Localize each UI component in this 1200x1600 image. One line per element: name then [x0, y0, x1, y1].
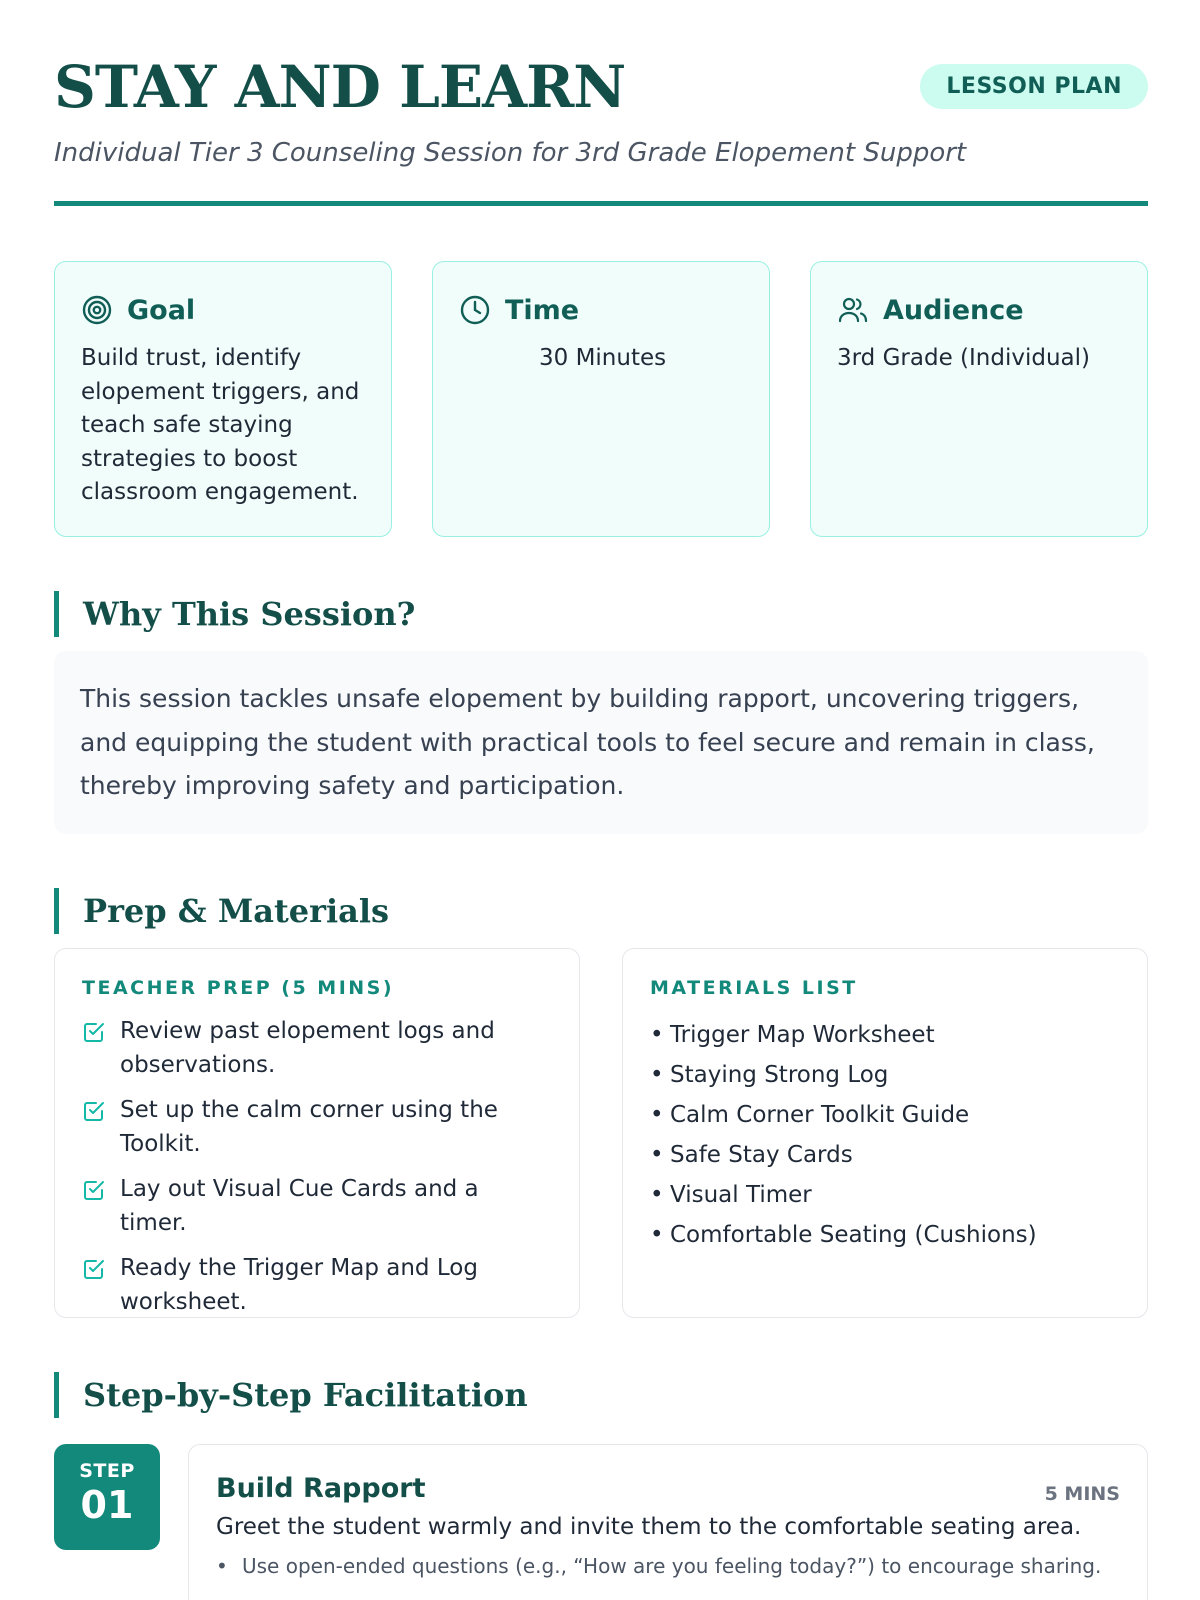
goal-card — [54, 261, 392, 537]
step-word: STEP — [79, 1460, 135, 1482]
lesson-plan-badge: LESSON PLAN — [920, 64, 1148, 109]
bullet-icon: • — [216, 1554, 228, 1578]
list-item — [82, 1094, 552, 1161]
list-item — [650, 1055, 1120, 1095]
material-item: Visual Timer — [670, 1182, 812, 1208]
step-number-badge — [54, 1444, 160, 1550]
clock-icon — [459, 294, 491, 326]
bullet-icon: • — [650, 1142, 664, 1168]
material-item: Trigger Map Worksheet — [670, 1022, 935, 1048]
list-item — [82, 1015, 552, 1082]
target-icon — [81, 294, 113, 326]
why-section-text: This session tackles unsafe elopement by building rapport, uncovering triggers, and equipping the student with practical tools to feel secure and remain in class, thereby improving safety and participation. — [54, 651, 1148, 834]
checkbox-checked-icon — [82, 1257, 106, 1281]
teacher-prep-label: TEACHER PREP (5 MINS) — [82, 977, 395, 999]
step-bullet-text: Use open-ended questions (e.g., “How are you feeling today?”) to encourage sharing. — [242, 1554, 1102, 1578]
page-title: STAY AND LEARN — [54, 53, 626, 121]
checkbox-checked-icon — [82, 1178, 106, 1202]
material-item: Calm Corner Toolkit Guide — [670, 1102, 970, 1128]
prep-section-heading: Prep & Materials — [54, 888, 389, 934]
goal-card-body: Build trust, identify elopement triggers, and teach safe staying strategies to boost classroom engagement. — [81, 345, 360, 505]
teacher-prep-card — [54, 948, 580, 1318]
info-cards — [54, 261, 1148, 537]
goal-card-title: Goal — [127, 294, 196, 326]
step-bullet-list — [216, 1554, 1120, 1578]
step-description: Greet the student warmly and invite them to the comfortable seating area. — [216, 1514, 1082, 1540]
audience-card — [810, 261, 1148, 537]
list-item — [650, 1015, 1120, 1055]
bullet-icon: • — [650, 1182, 664, 1208]
materials-list — [650, 1015, 1120, 1255]
bullet-icon: • — [650, 1062, 664, 1088]
step-duration: 5 MINS — [1044, 1483, 1120, 1505]
bullet-icon: • — [650, 1022, 664, 1048]
teacher-prep-item: Ready the Trigger Map and Log worksheet. — [120, 1255, 478, 1315]
list-item — [82, 1252, 552, 1319]
checkbox-checked-icon — [82, 1099, 106, 1123]
time-card — [432, 261, 770, 537]
step-card — [188, 1444, 1148, 1600]
material-item: Safe Stay Cards — [670, 1142, 853, 1168]
teacher-prep-item: Review past elopement logs and observations. — [120, 1018, 495, 1078]
page-subtitle: Individual Tier 3 Counseling Session for 3rd Grade Elopement Support — [54, 138, 967, 168]
list-item — [216, 1554, 1120, 1578]
step-title: Build Rapport — [216, 1473, 426, 1504]
why-section-heading: Why This Session? — [54, 591, 415, 637]
teacher-prep-item: Set up the calm corner using the Toolkit. — [120, 1097, 498, 1157]
bullet-icon: • — [650, 1222, 664, 1248]
list-item — [650, 1215, 1120, 1255]
page-header — [54, 0, 1148, 206]
audience-card-title: Audience — [883, 294, 1024, 326]
time-card-body: 30 Minutes — [539, 345, 667, 371]
list-item — [650, 1135, 1120, 1175]
materials-card — [622, 948, 1148, 1318]
lesson-plan-page — [54, 0, 1148, 1578]
materials-label: MATERIALS LIST — [650, 977, 858, 999]
teacher-prep-list — [82, 1015, 552, 1319]
list-item — [650, 1095, 1120, 1135]
bullet-icon: • — [650, 1102, 664, 1128]
users-icon — [837, 294, 869, 326]
list-item — [82, 1173, 552, 1240]
material-item: Staying Strong Log — [670, 1062, 889, 1088]
material-item: Comfortable Seating (Cushions) — [670, 1222, 1037, 1248]
steps-section-heading: Step-by-Step Facilitation — [54, 1372, 528, 1418]
audience-card-body: 3rd Grade (Individual) — [837, 345, 1090, 371]
teacher-prep-item: Lay out Visual Cue Cards and a timer. — [120, 1176, 479, 1236]
checkbox-checked-icon — [82, 1020, 106, 1044]
list-item — [650, 1175, 1120, 1215]
step-number: 01 — [80, 1483, 134, 1527]
time-card-title: Time — [505, 294, 580, 326]
